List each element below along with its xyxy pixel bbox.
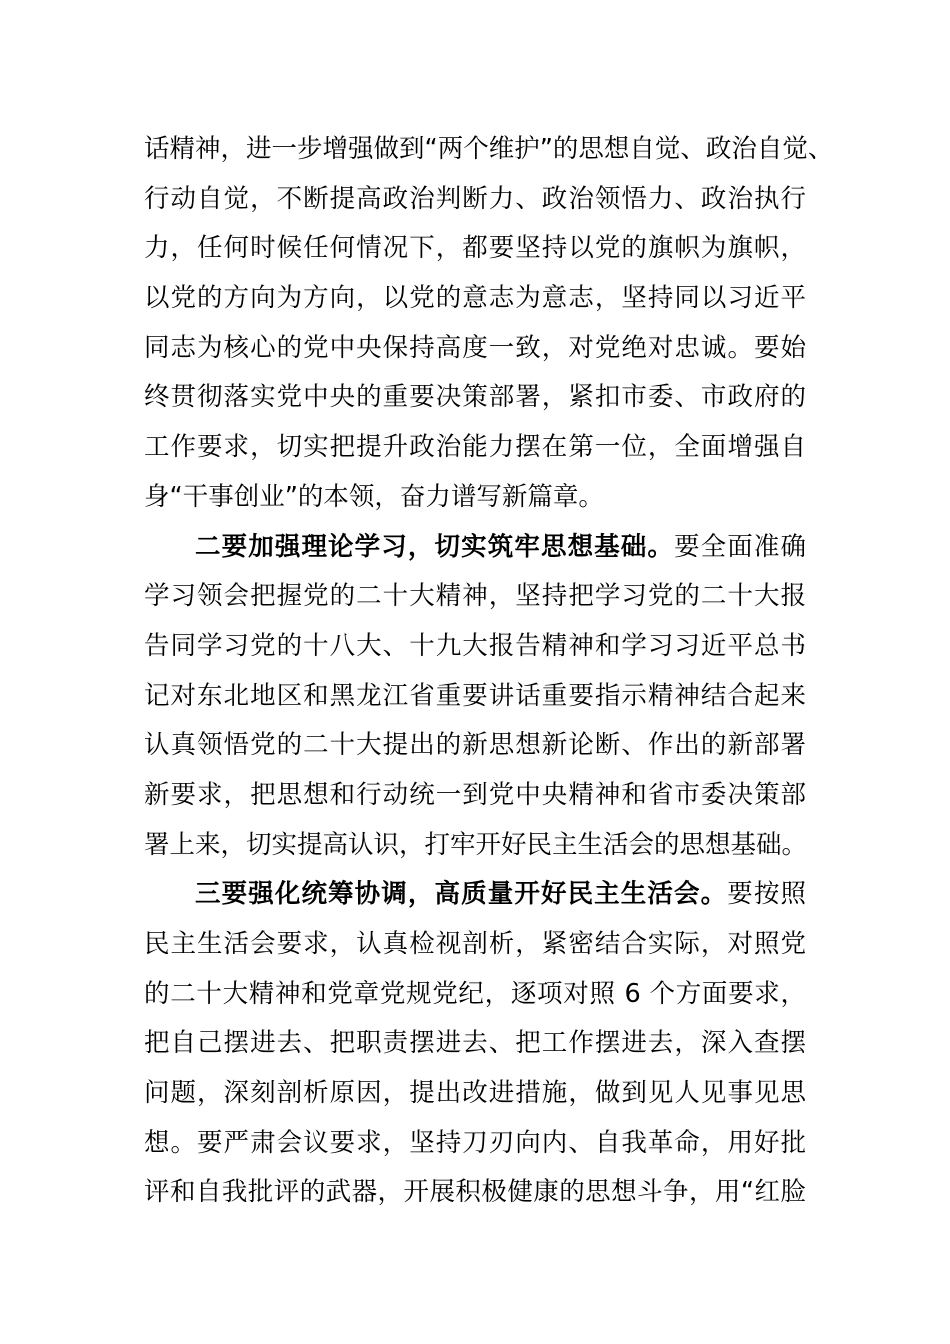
text-fragment: 要全面准确 [674,531,806,562]
text-fragment: 要按照 [727,879,806,910]
text-line: 民主生活会要求，认真检视剖析，紧密结合实际，对照党 [144,929,806,959]
text-line: 同志为核心的党中央保持高度一致，对党绝对忠诚。要始 [144,332,806,363]
text-line: 力，任何时候任何情况下，都要坚持以党的旗帜为旗帜， [144,233,806,264]
text-line: 终贯彻落实党中央的重要决策部署，紧扣市委、市政府的 [144,382,806,413]
text-line: 新要求，把思想和行动统一到党中央精神和省市委决策部 [144,779,806,810]
document-body [144,125,834,1218]
text-line: 行动自觉，不断提高政治判断力、政治领悟力、政治执行 [144,183,806,214]
text-line: 学习领会把握党的二十大精神，坚持把学习党的二十大报 [144,581,806,612]
text-line: 话精神，进一步增强做到“两个维护”的思想自觉、政治自觉、 [144,134,834,164]
text-line: 身“干事创业”的本领，奋力谱写新篇章。 [144,481,604,512]
text-line: 记对东北地区和黑龙江省重要讲话重要指示精神结合起来 [144,680,806,711]
text-line: 评和自我批评的武器，开展积极健康的思想斗争，用“红脸 [144,1177,806,1208]
text-line: 认真领悟党的二十大提出的新思想新论断、作出的新部署 [144,730,806,761]
text-line: 以党的方向为方向，以党的意志为意志，坚持同以习近平 [144,283,806,314]
paragraph-first-line [144,523,806,573]
text-line: 问题，深刻剖析原因，提出改进措施，做到见人见事见思 [144,1078,806,1109]
paragraph-heading: 三要强化统筹协调，高质量开好民主生活会。 [195,879,728,910]
text-line: 告同学习党的十八大、十九大报告精神和学习习近平总书 [144,630,806,661]
text-line: 署上来，切实提高认识，打牢开好民主生活会的思想基础。 [144,829,808,860]
paragraph-theory-study [144,523,806,871]
text-line: 工作要求，切实把提升政治能力摆在第一位，全面增强自 [144,432,806,463]
text-line: 把自己摆进去、把职责摆进去、把工作摆进去，深入查摆 [144,1028,806,1059]
text-line: 想。要严肃会议要求，坚持刀刃向内、自我革命，用好批 [144,1127,806,1158]
paragraph-heading: 二要加强理论学习，切实筑牢思想基础。 [195,531,675,562]
paragraph-first-line [144,870,806,920]
text-line: 的二十大精神和党章党规党纪，逐项对照 6 个方面要求， [144,978,806,1009]
paragraph-political-awareness [144,125,834,523]
paragraph-coordination [144,870,806,1218]
